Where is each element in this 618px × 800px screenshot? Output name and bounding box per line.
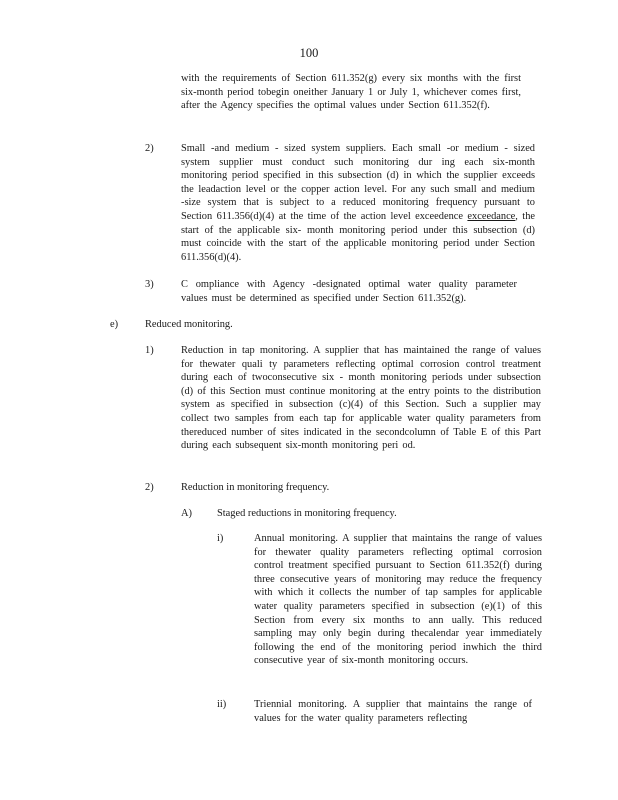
item-2-paragraph xyxy=(181,142,535,264)
item-3-paragraph: C ompliance with Agency -designated optimal water quality parameter values must be determined as specified under Section 611.352(g). xyxy=(181,279,517,304)
item-2-text-a: Small -and medium - sized system suppliers. Each small -or medium - sized system supplier must conduct such monitoring dur ing each six-month monitoring period specified in this subsection (d) in which the supplier exceeds the leadaction level or the copper action level. For any such small and medium -size system that is subject to a reduced monitoring frequency pursuant to Section 611.356(d)(4) at the time of the action level exceedence xyxy=(181,143,535,222)
e2-text: Reduction in monitoring frequency. xyxy=(181,482,330,493)
item-2-label: 2) xyxy=(145,143,154,154)
ii-paragraph: Triennial monitoring. A supplier that maintains the range of values for the water quality parameters reflecting xyxy=(254,699,532,724)
section-e-title: Reduced monitoring. xyxy=(145,319,233,330)
e1-paragraph: Reduction in tap monitoring. A supplier that has maintained the range of values for thewater quali ty parameters reflecting optimal corrosion control treatment during each of twoconsecutive six - month monitoring periods under subsection (d) of this Section must continue monitoring at the entry points to the distribution system as specified in subsection (c)(4) of this Section. Such a supplier may collect two samples from each tap for applicable water quality parameters from thereduced number of sites indicated in the secondcolumn of Table E of this Part during each subsequent six-month monitoring peri od. xyxy=(181,345,541,452)
i-label: i) xyxy=(217,533,224,544)
section-e-label: e) xyxy=(110,319,119,330)
page-number: 100 xyxy=(299,46,319,60)
item-2-text-b: , the start of the applicable six- month monitoring period under this subsection (d) must coincide with the start of the applicable monitoring period under Section 611.356(d)(4). xyxy=(181,210,536,263)
i-paragraph: Annual monitoring. A supplier that maintains the range of values for thewater quality parameters reflecting optimal corrosion control treatment specified pursuant to Section 611.352(f) during three consecutive years of monitoring may reduce the frequency with which it collects the number of tap samples for applicable water quality parameters specified in subsection (e)(1) of this Section from every six months to ann ually. This reduced sampling may only begin during thecalendar year immediately following the end of the monitoring period inwhich the third consecutive year of six-month monitoring occurs. xyxy=(254,533,542,667)
intro-continuation: with the requirements of Section 611.352(g) every six months with the first six-month period tobegin oneither January 1 or July 1, whichever comes first, after the Agency specifies the optimal values under Section 611.352(f). xyxy=(181,73,521,112)
A-label: A) xyxy=(181,508,192,519)
A-text: Staged reductions in monitoring frequency. xyxy=(217,508,397,519)
e2-label: 2) xyxy=(145,482,154,493)
inserted-word: exceedance xyxy=(467,210,516,222)
e1-label: 1) xyxy=(145,345,154,356)
ii-label: ii) xyxy=(217,699,227,710)
item-3-label: 3) xyxy=(145,279,154,290)
